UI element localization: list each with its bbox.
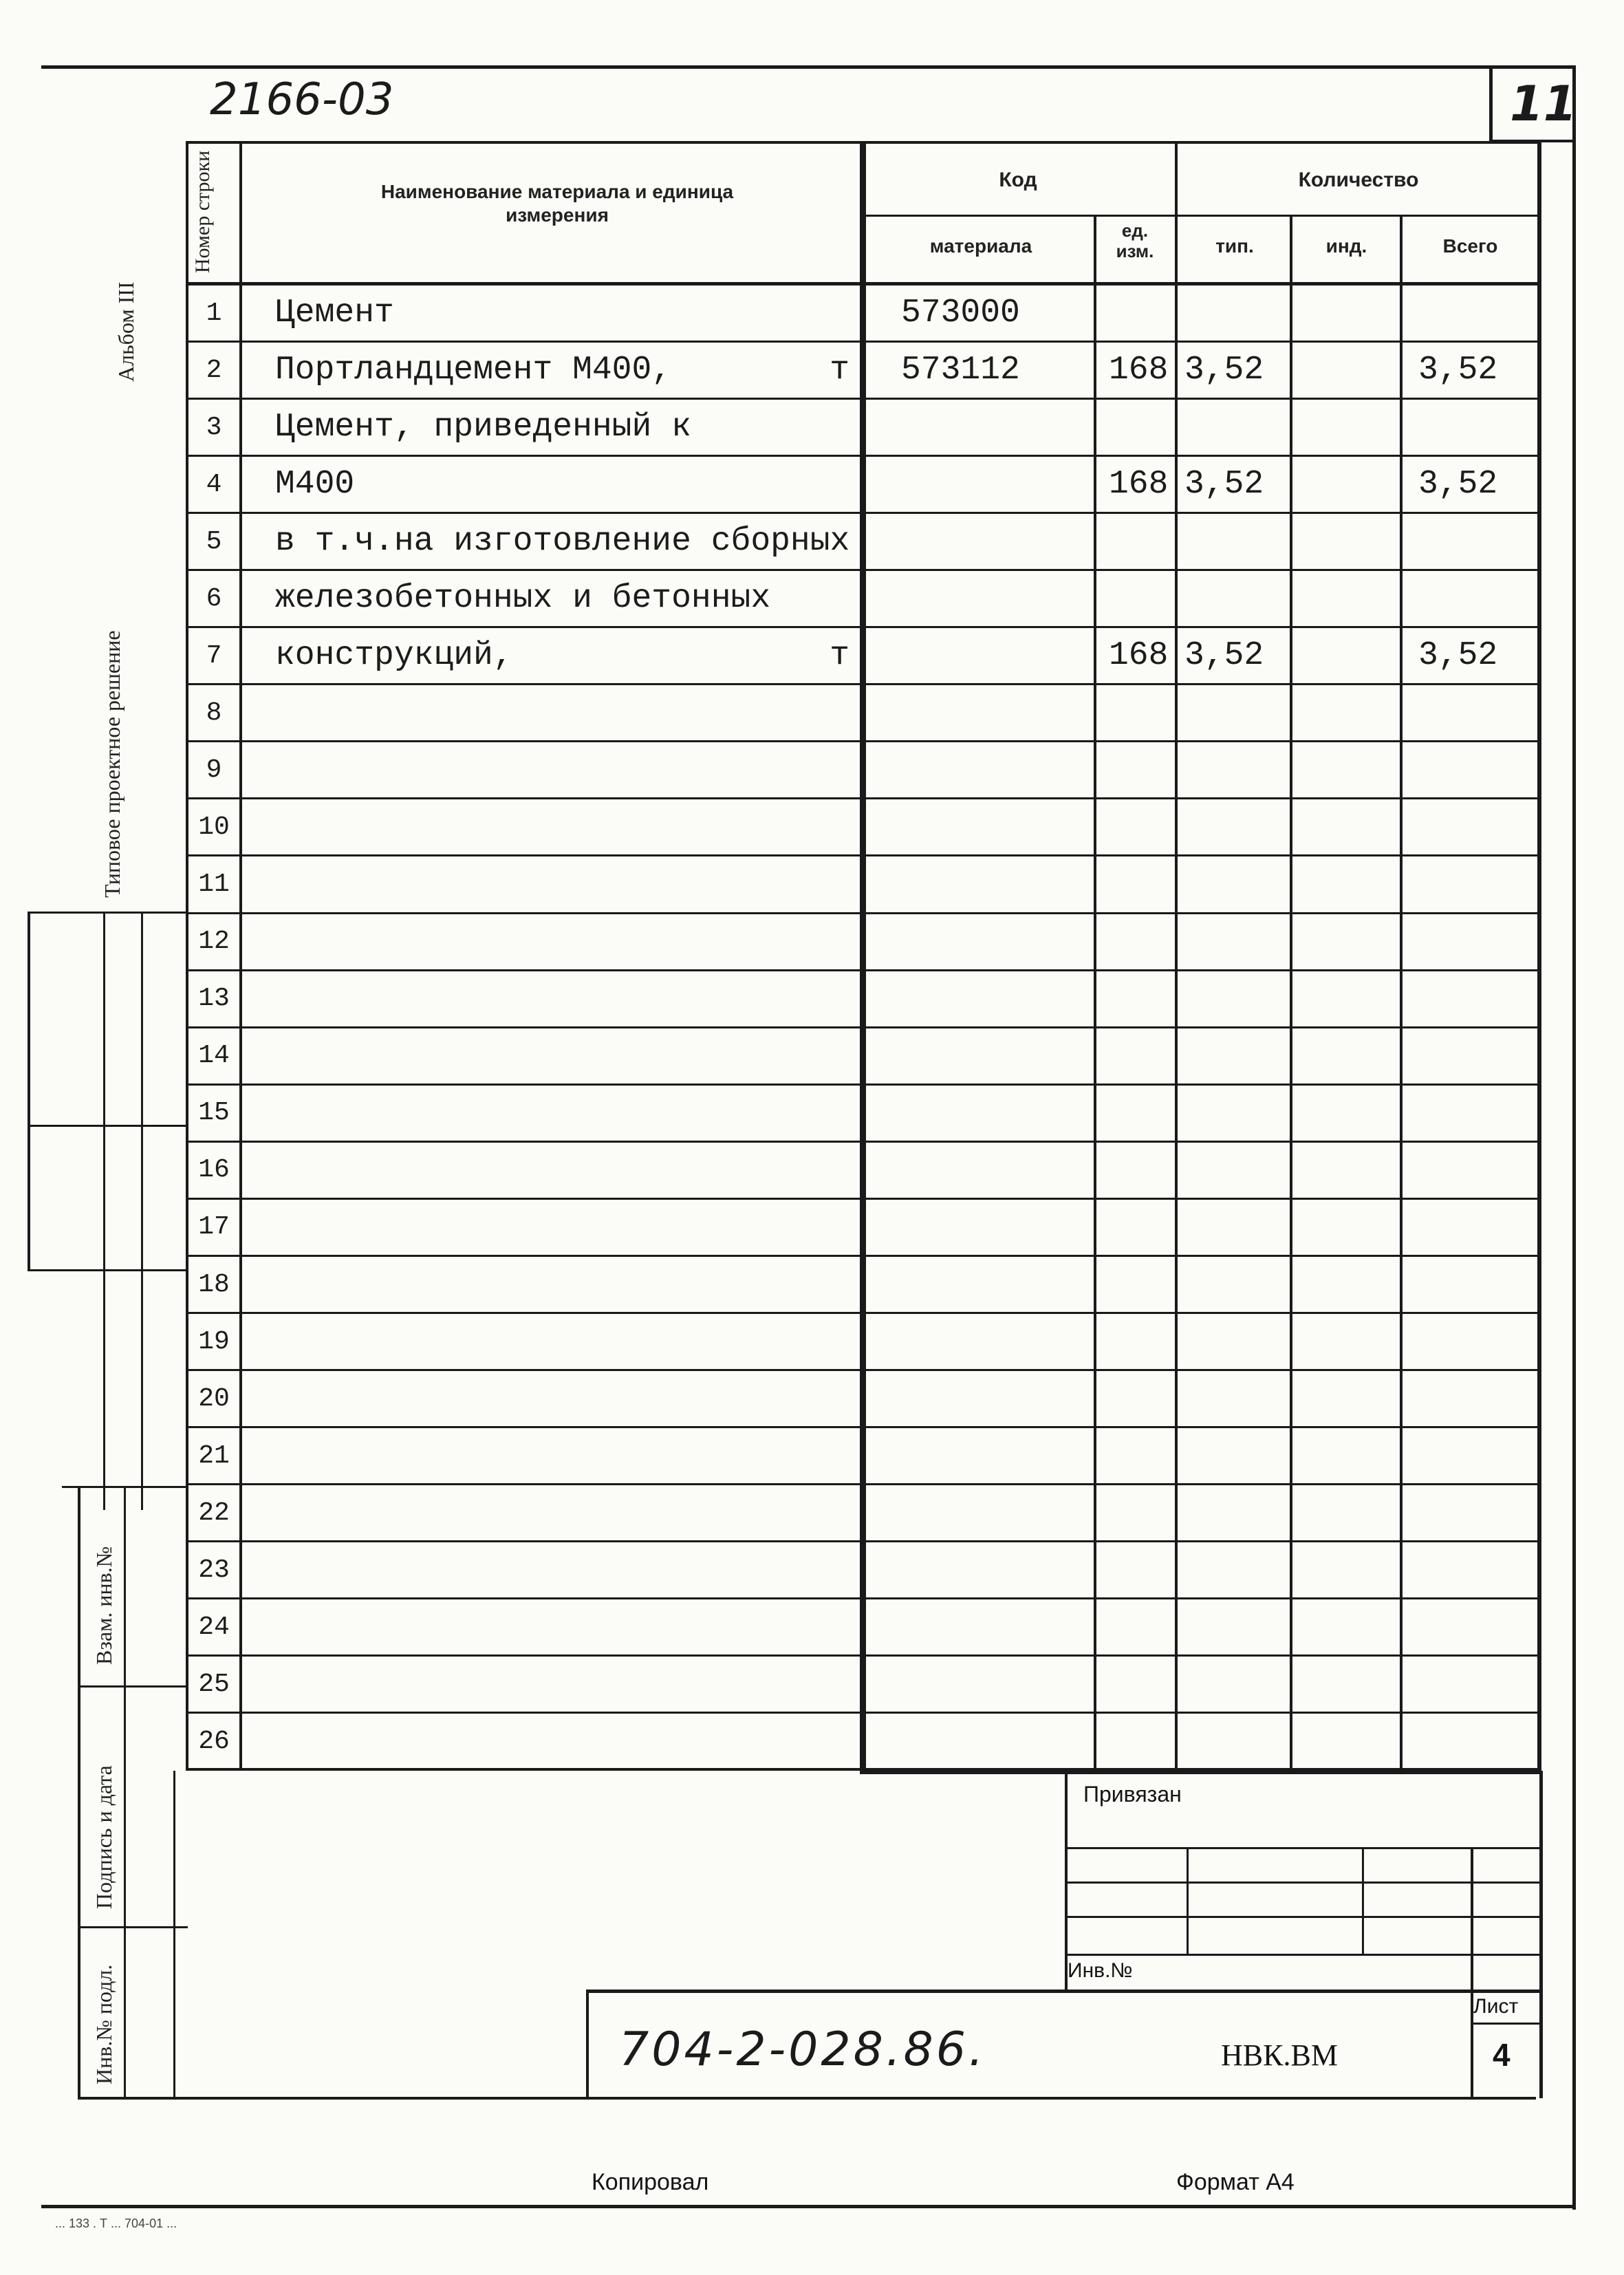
cell-n: 5 <box>206 527 222 557</box>
side-strip-hline-2 <box>28 1125 187 1127</box>
side-stamp-h2 <box>78 1926 188 1928</box>
cell-n: 4 <box>206 470 222 499</box>
cell-n: 13 <box>198 984 230 1013</box>
footer-small-print: ... 133 . Т ... 704-01 ... <box>55 2217 177 2230</box>
row-separator <box>186 1483 1539 1485</box>
header-material-name: Наименование материала и единица измерения <box>380 181 734 226</box>
sheet-corner-number: 11 <box>1510 76 1577 132</box>
tb-v2 <box>1362 1847 1364 1954</box>
header-code-unit: ед. изм. <box>1116 220 1154 261</box>
side-strip-top-left <box>28 912 30 1269</box>
side-stamp-bottom <box>78 2097 1536 2100</box>
row-separator <box>186 1369 1539 1371</box>
cell-n: 9 <box>206 755 222 785</box>
col-unit-right <box>1175 141 1178 1770</box>
document-number: 2166-03 <box>210 74 394 125</box>
tb-left-vertical <box>173 1771 175 2098</box>
cell-n: 3 <box>206 413 222 442</box>
row-separator <box>186 1255 1539 1257</box>
side-stamp-h1 <box>78 1685 188 1688</box>
cell-n: 24 <box>198 1613 230 1642</box>
row-separator <box>186 1654 1539 1657</box>
footer-format: Формат А4 <box>1176 2169 1295 2195</box>
tb-h1 <box>1065 1847 1541 1849</box>
tb-mark: НВК.ВМ <box>1221 2038 1338 2072</box>
tb-v3 <box>1471 1847 1473 2098</box>
side-typical-label: Типовое проектное решение <box>100 630 124 898</box>
cell-ed: 168 <box>1109 637 1169 674</box>
row-separator <box>186 683 1539 685</box>
cell-name: М400 <box>275 466 355 503</box>
tb-h3 <box>1065 1916 1541 1918</box>
cell-n: 23 <box>198 1555 230 1585</box>
row-separator <box>186 1026 1539 1028</box>
cell-n: 25 <box>198 1670 230 1699</box>
cell-n: 12 <box>198 927 230 956</box>
tb-inv-no: Инв.№ <box>1068 1959 1133 1982</box>
cell-unit: т <box>830 352 849 389</box>
cell-name: Портландцемент М400, <box>275 352 672 389</box>
row-separator <box>186 398 1539 400</box>
side-strip-hline-1 <box>28 912 187 914</box>
row-separator <box>186 1540 1539 1542</box>
cell-n: 8 <box>206 698 222 728</box>
row-separator <box>186 1597 1539 1599</box>
cell-name: Цемент, приведенный к <box>275 409 691 446</box>
cell-name: железобетонных и бетонных <box>275 580 771 617</box>
row-separator <box>186 969 1539 971</box>
frame-right <box>1572 65 1576 2210</box>
row-separator <box>186 797 1539 799</box>
tb-privyazan: Привязан <box>1083 1782 1182 1807</box>
cell-n: 15 <box>198 1098 230 1128</box>
tb-privyazan-left <box>1065 1771 1068 1991</box>
cell-n: 20 <box>198 1384 230 1414</box>
row-separator <box>186 854 1539 856</box>
col-typ-right <box>1290 215 1292 1770</box>
cell-n: 17 <box>198 1212 230 1242</box>
tb-stamp-top <box>586 1990 1542 1993</box>
cell-total: 3,52 <box>1418 352 1498 389</box>
frame-top <box>41 65 1575 69</box>
col-name-right <box>860 141 866 1773</box>
row-separator <box>186 341 1539 343</box>
cell-code: 573112 <box>901 352 1020 389</box>
row-separator <box>186 1426 1539 1428</box>
row-separator <box>186 512 1539 514</box>
row-separator <box>186 912 1539 914</box>
tb-list-number: 4 <box>1493 2037 1511 2073</box>
cell-n: 10 <box>198 812 230 842</box>
cell-total: 3,52 <box>1418 637 1498 674</box>
col-num-right <box>239 141 242 1770</box>
row-separator <box>186 626 1539 628</box>
cell-n: 26 <box>198 1727 230 1756</box>
cell-total: 3,52 <box>1418 466 1498 503</box>
row-separator <box>186 1312 1539 1314</box>
side-strip-mid <box>103 912 105 1510</box>
cell-n: 21 <box>198 1441 230 1471</box>
side-stamp-left <box>78 1486 80 2098</box>
header-code-material: материала <box>929 235 1032 257</box>
tb-drawing-code: 704-2-028.86. <box>619 2023 986 2077</box>
row-separator <box>186 1712 1539 1714</box>
footer-copied: Копировал <box>592 2169 709 2195</box>
cell-n: 11 <box>198 870 230 899</box>
cell-name: в т.ч.на изготовление сборных <box>275 523 850 560</box>
side-inv-podl-label: Инв.№ подл. <box>91 1964 116 2084</box>
row-separator <box>186 1769 1539 1771</box>
cell-n: 22 <box>198 1498 230 1528</box>
tb-right-edge <box>1539 1771 1543 2098</box>
header-qty-typ: тип. <box>1215 235 1254 257</box>
cell-name: Цемент <box>275 294 394 332</box>
col-code-right <box>1094 215 1096 1770</box>
table-right <box>1537 141 1541 1771</box>
row-separator <box>186 1141 1539 1143</box>
row-separator <box>186 1083 1539 1086</box>
cell-n: 19 <box>198 1327 230 1357</box>
cell-n: 14 <box>198 1041 230 1070</box>
frame-bottom <box>41 2205 1576 2208</box>
side-album-label: Альбом III <box>113 281 138 382</box>
cell-ed: 168 <box>1109 352 1169 389</box>
header-mid-line <box>860 215 1539 217</box>
header-quantity: Количество <box>1298 169 1419 191</box>
cell-n: 1 <box>206 299 222 328</box>
tb-list-divider <box>1471 2023 1541 2025</box>
cell-n: 2 <box>206 356 222 385</box>
cell-typ: 3,52 <box>1184 352 1264 389</box>
row-separator <box>186 569 1539 571</box>
row-separator <box>186 455 1539 457</box>
cell-unit: т <box>830 637 849 674</box>
tb-list-label: Лист <box>1473 1995 1519 2018</box>
header-row-number: Номер строки <box>191 150 214 274</box>
side-strip-hline-3 <box>28 1269 187 1271</box>
tb-v1 <box>1187 1847 1189 1954</box>
header-qty-total: Всего <box>1442 235 1498 257</box>
cell-typ: 3,52 <box>1184 637 1264 674</box>
cell-typ: 3,52 <box>1184 466 1264 503</box>
cell-name: конструкций, <box>275 637 513 674</box>
tb-stamp-left <box>586 1990 589 2098</box>
cell-n: 18 <box>198 1270 230 1300</box>
cell-code: 573000 <box>901 294 1020 332</box>
side-stamp-right <box>124 1486 126 2098</box>
side-podpis-label: Подпись и дата <box>91 1765 116 1909</box>
cell-n: 7 <box>206 641 222 671</box>
col-ind-right <box>1400 215 1403 1770</box>
side-vzam-label: Взам. инв.№ <box>91 1546 116 1665</box>
cell-n: 16 <box>198 1155 230 1185</box>
row-separator <box>186 740 1539 742</box>
corner-box-left <box>1489 65 1493 141</box>
cell-n: 6 <box>206 584 222 614</box>
tb-h4 <box>1065 1954 1541 1956</box>
tb-h2 <box>1065 1882 1541 1884</box>
header-code: Код <box>999 169 1037 191</box>
header-qty-ind: инд. <box>1325 235 1367 257</box>
side-strip-right <box>141 912 143 1510</box>
cell-ed: 168 <box>1109 466 1169 503</box>
row-separator <box>186 1198 1539 1200</box>
